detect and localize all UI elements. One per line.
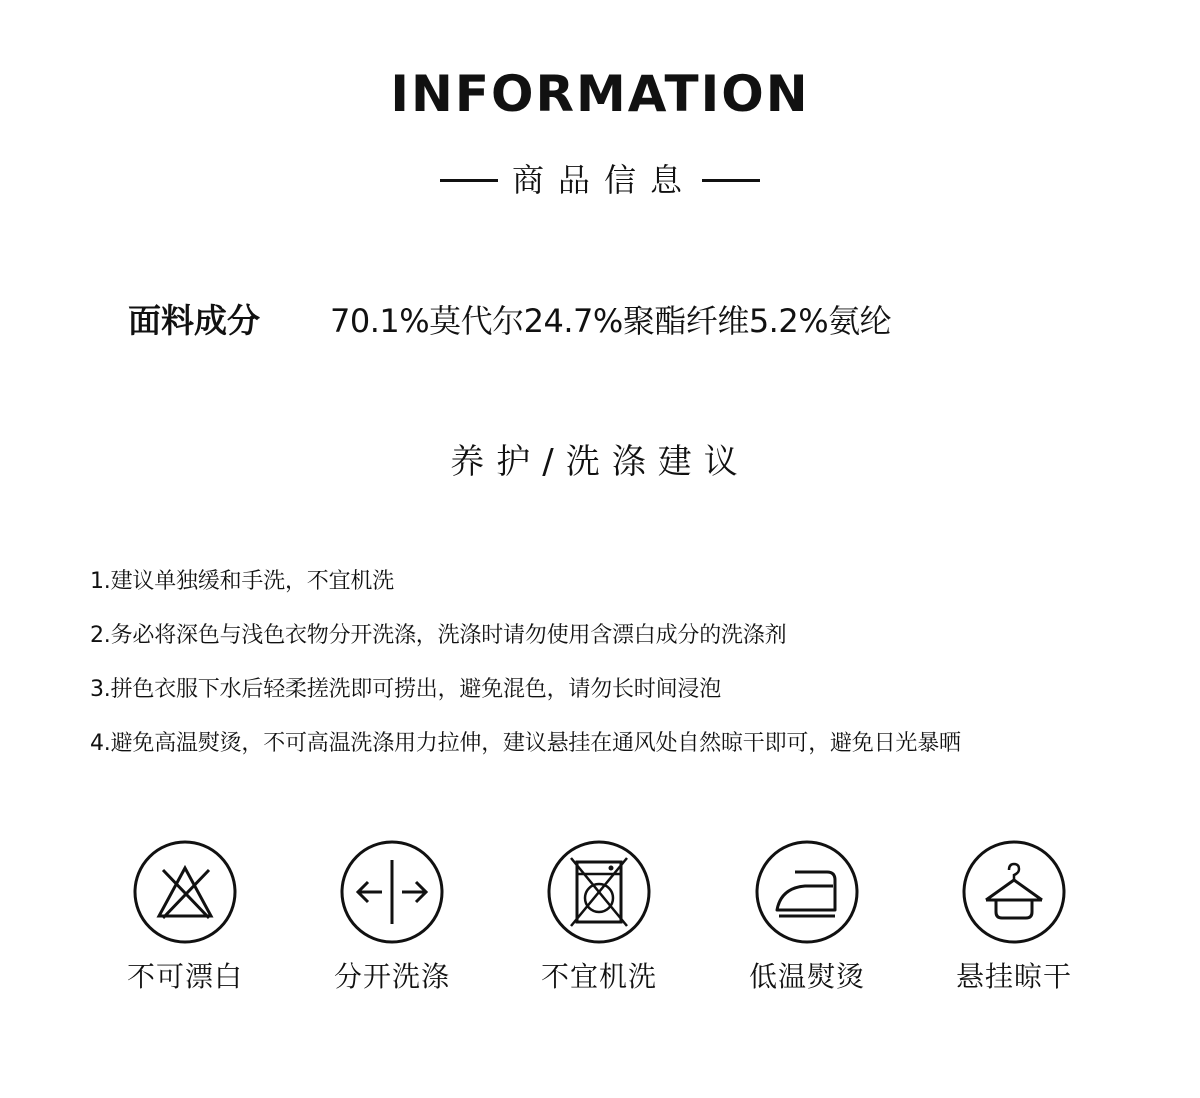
icon-label: 分开洗涤 <box>333 960 450 993</box>
fabric-value: 70.1%莫代尔24.7%聚酯纤维5.2%氨纶 <box>330 302 892 340</box>
divider-left <box>440 179 498 182</box>
care-icons-row <box>0 840 1200 1000</box>
low-temp-iron-icon <box>755 840 859 944</box>
care-icon-item <box>519 840 679 996</box>
no-machine-wash-icon <box>547 840 651 944</box>
icon-label: 不宜机洗 <box>540 960 657 993</box>
icon-label: 悬挂晾干 <box>955 960 1072 993</box>
care-title: 养护/洗涤建议 <box>450 442 750 482</box>
care-icon-item <box>105 840 265 996</box>
hang-dry-icon <box>962 840 1066 944</box>
icon-label: 不可漂白 <box>126 960 243 993</box>
care-instructions-list <box>90 568 961 784</box>
care-instruction: 4.避免高温熨烫，不可高温洗涤用力拉伸，建议悬挂在通风处自然晾干即可，避免日光暴晒 <box>90 731 961 756</box>
fabric-label: 面料成分 <box>128 301 260 340</box>
subtitle-row <box>0 158 1200 202</box>
care-instruction: 2.务必将深色与浅色衣物分开洗涤，洗涤时请勿使用含漂白成分的洗涤剂 <box>90 623 787 648</box>
care-icon-item <box>934 840 1094 996</box>
care-instruction: 3.拼色衣服下水后轻柔搓洗即可捞出，避免混色，请勿长时间浸泡 <box>90 677 721 702</box>
section-subtitle: 商品信息 <box>511 161 696 199</box>
icon-label: 低温熨烫 <box>748 960 865 993</box>
care-instruction: 1.建议单独缓和手洗，不宜机洗 <box>90 569 394 594</box>
care-icon-item <box>727 840 887 996</box>
no-bleach-icon <box>133 840 237 944</box>
page-title: INFORMATION <box>390 65 810 123</box>
divider-right <box>702 179 760 182</box>
care-icon-item <box>312 840 472 996</box>
separate-wash-icon <box>340 840 444 944</box>
